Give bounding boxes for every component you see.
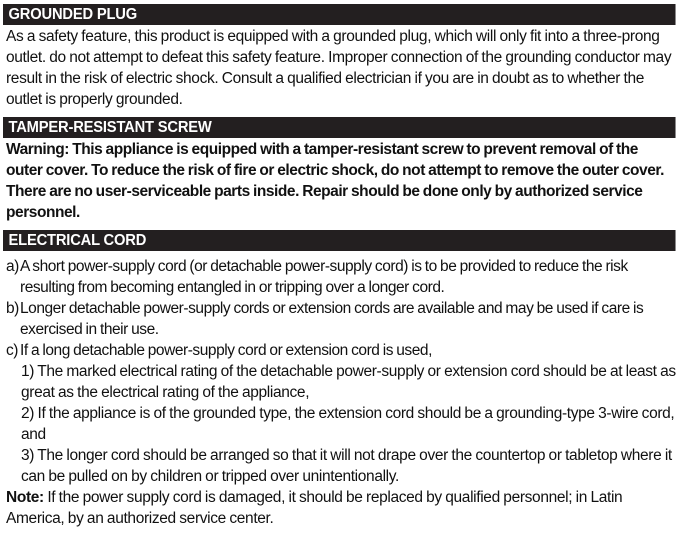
list-item [6, 340, 676, 361]
list-marker: c) [6, 342, 19, 359]
electrical-cord-heading: ELECTRICAL CORD [3, 230, 675, 251]
grounded-plug-paragraph: As a safety feature, this product is equipped with a grounded plug, which will only fit into a three-prong outlet. do not attempt to defeat this safety feature. Improper connection of the grounding conductor may result in the risk of electric shock. Consult a qualified electrician if you are in doubt as to whether the outlet is properly grounded. [6, 28, 672, 108]
list-item-text: Longer detachable power-supply cords or extension cords are available and may be used if care is exercised in their use. [20, 300, 644, 338]
note-label: Note: [6, 489, 44, 506]
list-item [6, 298, 676, 340]
list-marker: b) [6, 300, 19, 317]
cord-note [6, 487, 676, 529]
sub-list-item: 1) The marked electrical rating of the detachable power-supply or extension cord should be at least as great as the electrical rating of the appliance, [21, 363, 676, 401]
list-item-text: If a long detachable power-supply cord or extension cord is used, [20, 342, 432, 359]
sub-list-item: 3) The longer cord should be arranged so that it will not drape over the countertop or tabletop where it can be pulled on by children or tripped over unintentionally. [21, 447, 672, 485]
list-marker: a) [6, 258, 19, 275]
grounded-plug-heading: GROUNDED PLUG [3, 4, 675, 25]
tamper-resistant-screw-heading: TAMPER-RESISTANT SCREW [3, 117, 675, 138]
note-text: If the power supply cord is damaged, it should be replaced by qualified personnel; in Latin America, by an authorized service center. [6, 489, 623, 527]
list-item [6, 256, 676, 298]
sub-list-item: 2) If the appliance is of the grounded type, the extension cord should be a grounding-type 3-wire cord, and [21, 405, 675, 443]
tamper-resistant-screw-warning: Warning: This appliance is equipped with a tamper-resistant screw to prevent removal of the outer cover. To reduce the risk of fire or electric shock, do not attempt to remove the outer cover. There are no user-serviceable parts inside. Repair should be done only by authorized service personnel. [6, 141, 664, 221]
list-item-text: A short power-supply cord (or detachable power-supply cord) is to be provided to reduce the risk resulting from becoming entangled in or tripping over a longer cord. [20, 258, 628, 296]
section-spacer [3, 110, 676, 117]
section-spacer [3, 223, 676, 230]
